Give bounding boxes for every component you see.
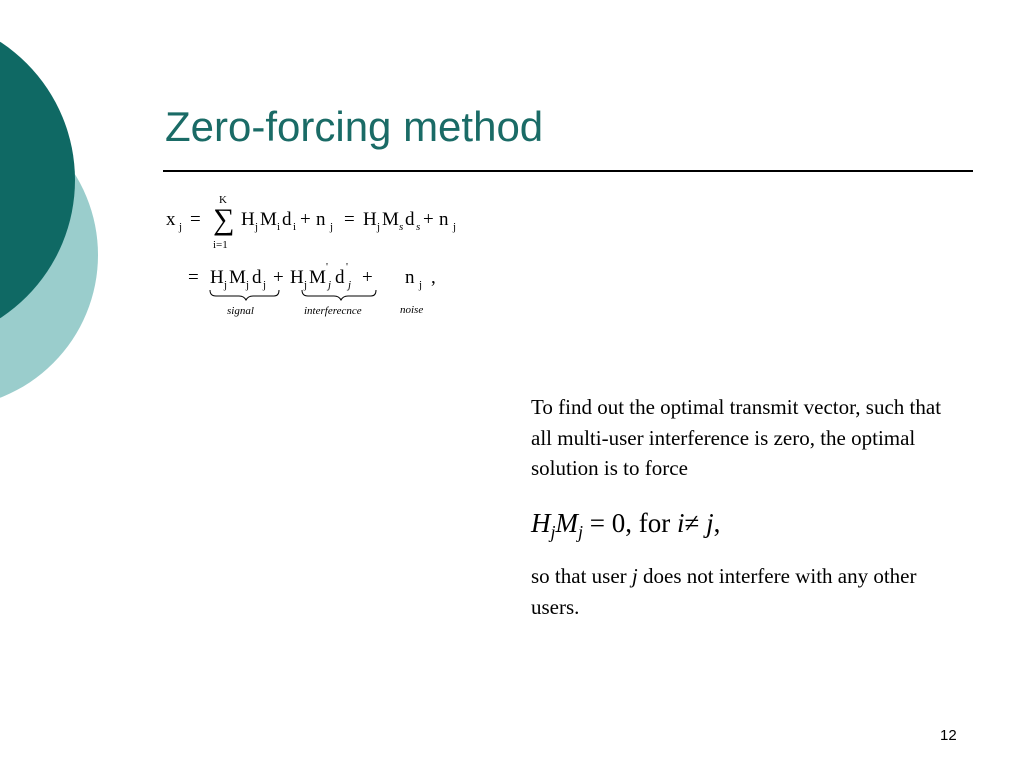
eq2-equals: = xyxy=(188,267,199,288)
explanation-paragraph: To find out the optimal transmit vector, such that all multi-user interference is zero, the optimal solution is to force xyxy=(531,395,942,480)
sum-symbol: ∑ xyxy=(213,203,235,236)
eq-rhs-M: M xyxy=(382,209,399,230)
eq-rhs-d: d xyxy=(405,209,415,230)
sum-upper-limit: K xyxy=(219,194,227,206)
page-number: 12 xyxy=(940,727,957,744)
equation-line-1 xyxy=(166,194,456,251)
eq-x-sub: j xyxy=(179,221,183,233)
title-rule xyxy=(163,170,973,172)
eq-x: x xyxy=(166,209,176,230)
interference-label: interferecnce xyxy=(304,305,362,317)
eq-rhs-H-sub: j xyxy=(377,221,381,233)
slide-title: Zero-forcing method xyxy=(165,103,544,150)
eq2-H-sub: j xyxy=(224,279,228,291)
eq-d: d xyxy=(282,209,292,230)
eq-M: M xyxy=(260,209,277,230)
eq-equals-2: = xyxy=(344,209,355,230)
eq-n: n xyxy=(316,209,326,230)
condition-neq: ≠ xyxy=(684,508,707,538)
zero-forcing-equation xyxy=(160,186,480,326)
eq2-noise-n: n xyxy=(405,267,415,288)
eq-rhs-M-sub: s xyxy=(399,221,404,233)
condition-i: i xyxy=(677,508,685,538)
eq-plus-2: + xyxy=(423,209,434,230)
noise-label: noise xyxy=(400,304,424,316)
eq2-comma: , xyxy=(431,267,436,288)
eq2-interf-d-sub: j xyxy=(348,279,352,291)
sum-lower-limit: i=1 xyxy=(213,239,228,251)
condition-M: M xyxy=(555,508,579,538)
conclusion-after: does not interfere with any other users. xyxy=(531,564,917,619)
eq-n-sub: j xyxy=(330,221,334,233)
condition-H: H xyxy=(531,508,551,538)
eq2-noise-n-sub: j xyxy=(419,279,423,291)
signal-underbrace xyxy=(210,290,279,300)
eq-plus-1: + xyxy=(300,209,311,230)
eq-M-sub: i xyxy=(277,221,281,233)
eq2-plus-1: + xyxy=(273,267,284,288)
eq2-interf-d: d xyxy=(335,267,345,288)
condition-end: , xyxy=(713,508,721,538)
eq2-interf-H-sub: j xyxy=(304,279,308,291)
eq2-M: M xyxy=(229,267,246,288)
conclusion-var-j: j xyxy=(631,564,638,588)
eq-d-sub: i xyxy=(293,221,297,233)
eq-rhs-d-sub: s xyxy=(416,221,421,233)
condition-j: j xyxy=(706,508,714,538)
eq2-d: d xyxy=(252,267,262,288)
eq2-interf-M-sub: j xyxy=(328,279,332,291)
condition-M-sub: j xyxy=(578,522,584,542)
signal-label: signal xyxy=(227,305,254,317)
condition-H-sub: j xyxy=(550,522,556,542)
eq2-interf-d-prime: ' xyxy=(346,261,348,273)
eq2-interf-M: M xyxy=(309,267,326,288)
eq-H-sub: j xyxy=(255,221,259,233)
eq-rhs-n: n xyxy=(439,209,449,230)
eq-rhs-n-sub: j xyxy=(453,221,457,233)
interference-underbrace xyxy=(302,290,376,300)
equation-line-2 xyxy=(188,261,436,317)
condition-equals-zero: = 0, for xyxy=(583,508,677,538)
conclusion-paragraph xyxy=(531,561,951,622)
eq-H: H xyxy=(241,209,255,230)
eq2-interf-H: H xyxy=(290,267,304,288)
decorative-circles xyxy=(0,0,110,410)
eq2-interf-M-prime: ' xyxy=(326,261,328,273)
eq2-H: H xyxy=(210,267,224,288)
eq2-d-sub: j xyxy=(263,279,267,291)
conclusion-before: so that user xyxy=(531,564,632,588)
eq2-M-sub: j xyxy=(246,279,250,291)
eq2-plus-2: + xyxy=(362,267,373,288)
zero-forcing-condition xyxy=(531,505,951,550)
eq-rhs-H: H xyxy=(363,209,377,230)
eq-equals-1: = xyxy=(190,209,201,230)
